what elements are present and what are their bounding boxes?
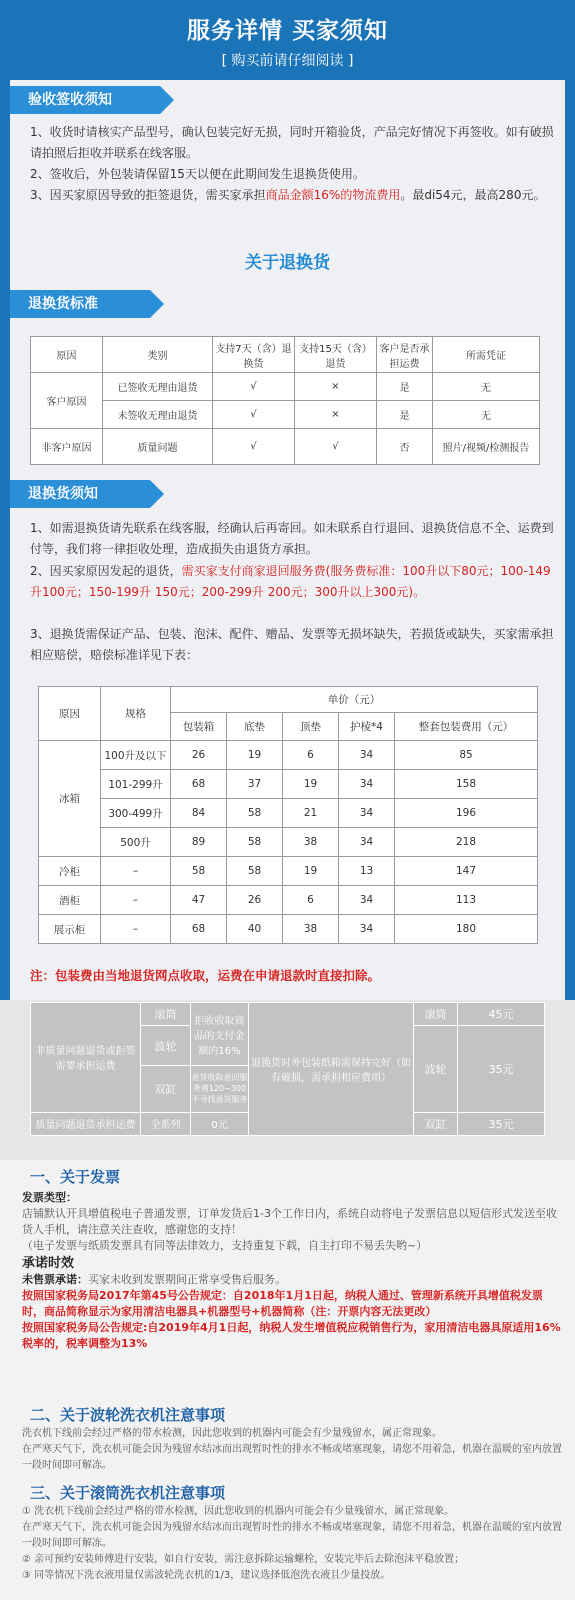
table-cell: 滚筒 <box>141 1003 191 1026</box>
table-cell: 101-299升 <box>101 770 171 799</box>
table-cell: 13 <box>339 857 395 886</box>
sign-band: 验收签收须知 <box>10 86 160 114</box>
table-row <box>39 828 538 857</box>
table-cell: 无 <box>433 401 540 429</box>
table-cell: 196 <box>395 799 538 828</box>
table-cell: √ <box>213 373 295 401</box>
sign-p3-a: 3、因买家原因导致的拒签退货，需买家承担 <box>30 188 266 202</box>
table-cell: 58 <box>171 857 227 886</box>
invoice-type-text: 店铺默认开具增值税电子普通发票，订单发货后1-3个工作日内，系统自动将电子发票信息以短信形式发送至收货人手机，请注意关注查收，感谢您的支持！ <box>22 1207 557 1236</box>
invoice-heading: 一、关于发票 <box>30 1168 121 1186</box>
table-cell: 58 <box>227 828 283 857</box>
table-cell: 6 <box>283 741 339 770</box>
table-cell: 85 <box>395 741 538 770</box>
table-cell: √ <box>213 429 295 465</box>
table-cell: 26 <box>171 741 227 770</box>
promise-heading: 承诺时效 <box>22 1256 75 1271</box>
table-cell: 展示柜 <box>39 915 101 944</box>
table-row <box>39 687 538 713</box>
table-cell: × <box>295 401 377 429</box>
drum-body <box>22 1504 562 1584</box>
table-cell: 34 <box>339 828 395 857</box>
table-cell: 否 <box>377 429 433 465</box>
table-cell: 113 <box>395 886 538 915</box>
promise-text: 买家未收到发票期间正常享受售后服务。 <box>88 1273 286 1286</box>
table-cell: 35元 <box>458 1112 545 1135</box>
table-cell: 45元 <box>458 1003 545 1026</box>
table-cell: 19 <box>227 741 283 770</box>
table-row <box>31 1003 545 1026</box>
table-cell: 照片/视频/检测报告 <box>433 429 540 465</box>
table-cell: 180 <box>395 915 538 944</box>
header <box>0 0 575 80</box>
table-cell: – <box>101 857 171 886</box>
table-cell: 退货收取退回服务费120~300不寻找退货服务 <box>191 1066 249 1113</box>
invoice-body <box>22 1190 562 1352</box>
table-header: 整套包装费用（元） <box>395 713 538 741</box>
table-cell: 非客户原因 <box>31 429 103 465</box>
table-row <box>39 799 538 828</box>
table-cell: 100升及以下 <box>101 741 171 770</box>
table-cell: 40 <box>227 915 283 944</box>
pulsator-line-1: 洗衣机下线前会经过严格的带水检测，因此您收到的机器内可能会有少量残留水，属正常现象。 <box>22 1428 442 1439</box>
pack-note: 注：包装费由当地退货网点收取，运费在申请退款时直接扣除。 <box>30 968 381 983</box>
standard-band: 退换货标准 <box>10 290 150 318</box>
tax-rule-2019: 按照国家税务局公告规定:自2019年4月1日起，纳税人发生增值税应税销售行为，家用清洁电器具原适用16%税率的，税率调整为13% <box>22 1321 561 1350</box>
sign-p2: 2、签收后，外包装请保留15天以便在此期间发生退换货使用。 <box>30 167 365 181</box>
table-cell: 34 <box>339 915 395 944</box>
table-cell: – <box>101 886 171 915</box>
table-header: 顶垫 <box>283 713 339 741</box>
table-cell: 158 <box>395 770 538 799</box>
table-cell: 无 <box>433 373 540 401</box>
table-cell: – <box>101 915 171 944</box>
table-cell: √ <box>213 401 295 429</box>
table-cell: 68 <box>171 770 227 799</box>
table-cell: 拒收收取商品的支付金额的16% <box>191 1003 249 1066</box>
table-cell: 全系列 <box>141 1112 191 1135</box>
fee-table <box>30 1002 545 1136</box>
fee-section <box>0 1000 575 1160</box>
drum-line-4: ③ 同等情况下洗衣液用量仅需波轮洗衣机的1/3，建议选择低泡洗衣液且少量投放。 <box>22 1570 391 1581</box>
table-cell: 147 <box>395 857 538 886</box>
table-header: 支持7天（含）退换货 <box>213 337 295 373</box>
table-row <box>31 373 540 401</box>
table-header: 客户是否承担运费 <box>377 337 433 373</box>
table-cell: 84 <box>171 799 227 828</box>
table-cell: 89 <box>171 828 227 857</box>
table-cell: 300-499升 <box>101 799 171 828</box>
table-header: 支持15天（含）退货 <box>295 337 377 373</box>
table-cell: 冷柜 <box>39 857 101 886</box>
table-cell: 26 <box>227 886 283 915</box>
table-cell: √ <box>295 429 377 465</box>
table-row <box>31 401 540 429</box>
drum-line-1: ① 洗衣机下线前会经过严格的带水检测，因此您收到的机器内可能会有少量残留水，属正常现象。 <box>22 1506 455 1517</box>
table-cell: 6 <box>283 886 339 915</box>
table-cell: 68 <box>171 915 227 944</box>
table-header: 原因 <box>31 337 103 373</box>
table-cell: 21 <box>283 799 339 828</box>
table-cell: 19 <box>283 770 339 799</box>
table-cell: 38 <box>283 828 339 857</box>
table-cell: 双缸 <box>414 1112 458 1135</box>
table-row <box>39 915 538 944</box>
table-header: 所需凭证 <box>433 337 540 373</box>
notice-band: 退换货须知 <box>10 480 150 508</box>
notes-section <box>0 1160 575 1600</box>
table-cell: 质量问题退货承担运费 <box>31 1112 141 1135</box>
notice-p2-a: 2、因买家原因发起的退货， <box>30 564 182 578</box>
table-header: 规格 <box>101 687 171 741</box>
sign-p1: 1、收货时请核实产品型号，确认包装完好无损，同时开箱验货，产品完好情况下再签收。如有破损请拍照后拒收并联系在线客服。 <box>30 125 554 160</box>
table-cell: 非质量问题退货或拒签需要承担运费 <box>31 1003 141 1113</box>
table-cell: 退换货时外包装纸箱需保持完好（如有破损，需承担相应费用） <box>249 1003 414 1136</box>
table-cell: 58 <box>227 857 283 886</box>
table-cell: 滚筒 <box>414 1003 458 1026</box>
table-header: 包装箱 <box>171 713 227 741</box>
tax-rule-2018: 按照国家税务局2017年第45号公告规定：自2018年1月1日起，纳税人通过、管理新系统开具增值税发票时，商品简称显示为家用清洁电器具+机器型号+机器简称（注：开票内容无法更改） <box>22 1289 543 1318</box>
table-cell: 35元 <box>458 1026 545 1112</box>
table-cell: 质量问题 <box>103 429 213 465</box>
table-cell: 双缸 <box>141 1066 191 1113</box>
page-title: 服务详情 买家须知 <box>186 18 388 44</box>
table-cell: 58 <box>227 799 283 828</box>
table-row <box>39 886 538 915</box>
table-cell: 37 <box>227 770 283 799</box>
notice-p2-highlight: 需买家支付商家退回服务费(服务费标准：100升以下80元；100-149升100元；150-199升 150元；200-299升 200元；300升以上300元)。 <box>30 564 551 599</box>
drum-heading: 三、关于滚筒洗衣机注意事项 <box>30 1484 226 1502</box>
table-cell: 47 <box>171 886 227 915</box>
promise-line <box>22 1272 562 1288</box>
table-header: 原因 <box>39 687 101 741</box>
table-header: 护棱*4 <box>339 713 395 741</box>
pulsator-heading: 二、关于波轮洗衣机注意事项 <box>30 1406 226 1424</box>
table-cell: 酒柜 <box>39 886 101 915</box>
invoice-type-label: 发票类型： <box>22 1191 77 1204</box>
standard-table <box>30 336 540 465</box>
table-row <box>39 857 538 886</box>
notice-p2 <box>30 561 555 603</box>
table-cell: 34 <box>339 799 395 828</box>
drum-line-2: 在严寒天气下，洗衣机可能会因为残留水结冰而出现暂时性的排水不畅或堵塞现象，请您不用着急，机器在温暖的室内放置一段时间即可解冻。 <box>22 1522 562 1549</box>
table-cell: 已签收无理由退货 <box>103 373 213 401</box>
table-cell: 34 <box>339 770 395 799</box>
table-row <box>39 741 538 770</box>
table-cell: × <box>295 373 377 401</box>
table-cell: 218 <box>395 828 538 857</box>
table-cell: 34 <box>339 886 395 915</box>
table-cell: 38 <box>283 915 339 944</box>
sign-p3-highlight: 商品金额16%的物流费用 <box>265 188 401 202</box>
table-cell: 0元 <box>191 1112 249 1135</box>
table-row <box>39 770 538 799</box>
return-title: 关于退换货 <box>245 253 330 273</box>
pulsator-body <box>22 1426 562 1474</box>
notice-p3: 3、退换货需保证产品、包装、泡沫、配件、赠品、发票等无损坏缺失，若损货或缺失，买家需承担相应赔偿，赔偿标准详见下表： <box>30 627 554 662</box>
table-cell: 未签收无理由退货 <box>103 401 213 429</box>
table-cell: 波轮 <box>414 1026 458 1112</box>
drum-line-3: ② 亲可预约安装师傅进行安装，如自行安装，需注意拆除运输螺栓，安装完毕后去除泡沫平稳放置； <box>22 1554 465 1565</box>
table-cell: 500升 <box>101 828 171 857</box>
table-cell: 是 <box>377 401 433 429</box>
table-header: 单价（元） <box>171 687 538 713</box>
notice-p1: 1、如需退换货请先联系在线客服，经确认后再寄回。如未联系自行退回、退换货信息不全、运费到付等，我们将一律拒收处理，造成损失由退货方承担。 <box>30 521 554 556</box>
table-cell: 波轮 <box>141 1026 191 1066</box>
table-row <box>31 429 540 465</box>
page-subtitle: [ 购买前请仔细阅读 ] <box>221 53 354 69</box>
sign-p3-c: 。最di54元，最高280元。 <box>400 188 546 202</box>
pulsator-line-2: 在严寒天气下，洗衣机可能会因为残留水结冰而出现暂时性的排水不畅或堵塞现象，请您不用着急，机器在温暖的室内放置一段时间即可解冻。 <box>22 1444 562 1471</box>
pack-table <box>38 686 538 944</box>
table-cell: 客户原因 <box>31 373 103 429</box>
table-cell: 34 <box>339 741 395 770</box>
promise-label: 未售票承诺： <box>22 1273 88 1286</box>
table-header: 底垫 <box>227 713 283 741</box>
invoice-type-note: （电子发票与纸质发票具有同等法律效力，支持重复下载，自主打印不易丢失哟~） <box>22 1239 428 1252</box>
table-cell: 冰箱 <box>39 741 101 857</box>
table-cell: 是 <box>377 373 433 401</box>
table-header: 类别 <box>103 337 213 373</box>
table-cell: 19 <box>283 857 339 886</box>
table-row <box>31 337 540 373</box>
sign-p3 <box>30 185 555 206</box>
